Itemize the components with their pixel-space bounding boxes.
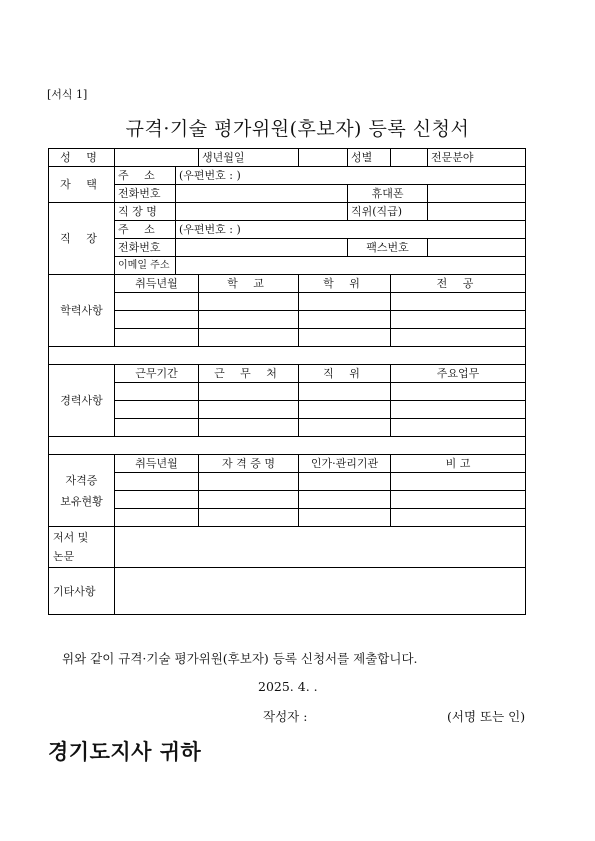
mobile-field[interactable] [428,185,526,203]
certificate-header-date: 취득년월 [115,455,199,473]
education-header-school: 학 교 [199,275,299,293]
career-header-workplace: 근 무 처 [199,365,299,383]
certificate-row [49,509,526,527]
career-row [49,383,526,401]
submission-date: 2025. 4. . [258,679,318,694]
education-row [49,329,526,347]
career-cell[interactable] [299,383,391,401]
career-cell[interactable] [299,419,391,437]
home-address-row [49,167,526,185]
career-cell[interactable] [199,401,299,419]
certificate-cell[interactable] [299,491,391,509]
education-cell[interactable] [391,311,526,329]
career-header-period: 근무기간 [115,365,199,383]
certificate-row [49,491,526,509]
certificate-header-row [49,455,526,473]
home-address-field[interactable] [176,167,526,185]
recipient-title: 경기도지사 귀하 [48,740,202,764]
work-address-row [49,221,526,239]
certificate-header-remarks: 비 고 [391,455,526,473]
education-cell[interactable] [115,293,199,311]
education-cell[interactable] [115,329,199,347]
job-position-field[interactable] [428,203,526,221]
gender-field[interactable] [391,149,428,167]
spacer-cell [49,437,526,455]
education-cell[interactable] [299,293,391,311]
career-cell[interactable] [299,401,391,419]
certificate-cell[interactable] [199,509,299,527]
certificate-cell[interactable] [199,473,299,491]
application-form-table [48,148,526,615]
education-cell[interactable] [199,311,299,329]
work-phone-row [49,239,526,257]
education-cell[interactable] [115,311,199,329]
certificate-cell[interactable] [391,473,526,491]
specialty-label: 전문분야 [431,151,474,164]
publications-field[interactable] [115,527,526,568]
work-phone-field[interactable] [176,239,348,257]
education-cell[interactable] [391,293,526,311]
email-label: 이메일 주소 [115,257,176,275]
work-company-row [49,203,526,221]
writer-label: 작성자 : [263,709,308,724]
publications-label [49,527,115,568]
certificate-label-line2: 보유현황 [60,494,103,508]
work-address-field[interactable] [176,221,526,239]
certificate-row [49,473,526,491]
certificate-cell[interactable] [299,473,391,491]
career-cell[interactable] [199,419,299,437]
birth-date-field[interactable] [299,149,348,167]
career-row [49,401,526,419]
certificate-cell[interactable] [115,491,199,509]
education-row [49,311,526,329]
publications-label-line1: 저서 및 [53,531,89,544]
career-cell[interactable] [391,401,526,419]
education-section-label: 학력사항 [49,275,115,347]
work-email-row [49,257,526,275]
home-phone-label: 전화번호 [115,185,176,203]
email-field[interactable] [176,257,526,275]
gender-label: 성별 [348,149,391,167]
certificate-section-label [49,455,115,527]
education-cell[interactable] [391,329,526,347]
work-postal-code: (우편번호 : ) [179,223,241,236]
home-phone-row [49,185,526,203]
declaration-text: 위와 같이 규격·기술 평가위원(후보자) 등록 신청서를 제출합니다. [62,651,418,666]
education-header-degree: 학 위 [299,275,391,293]
name-field[interactable] [115,149,199,167]
signature-label: (서명 또는 인) [447,709,526,724]
education-cell[interactable] [199,329,299,347]
work-phone-label: 전화번호 [115,239,176,257]
spacer-row [49,347,526,365]
career-cell[interactable] [391,383,526,401]
certificate-header-authority: 인가·관리기관 [299,455,391,473]
education-cell[interactable] [299,311,391,329]
spacer-row [49,437,526,455]
fax-field[interactable] [428,239,526,257]
home-phone-field[interactable] [176,185,348,203]
company-name-label: 직 장 명 [115,203,176,221]
home-section-label: 자 택 [49,167,115,203]
publications-row [49,527,526,568]
certificate-label-line1: 자격증 [65,473,98,487]
education-header-row [49,275,526,293]
certificate-cell[interactable] [115,473,199,491]
form-number-label: [서식 1] [47,88,88,101]
other-row [49,568,526,615]
home-postal-code: (우편번호 : ) [179,169,241,182]
education-header-major: 전 공 [391,275,526,293]
name-row [49,149,526,167]
education-cell[interactable] [299,329,391,347]
other-label: 기타사항 [49,568,115,615]
fax-label: 팩스번호 [348,239,428,257]
name-label: 성 명 [49,149,115,167]
certificate-cell[interactable] [199,491,299,509]
career-cell[interactable] [115,401,199,419]
job-position-label: 직위(직급) [348,203,428,221]
career-row [49,419,526,437]
spacer-cell [49,347,526,365]
company-name-field[interactable] [176,203,348,221]
document-title: 규격·기술 평가위원(후보자) 등록 신청서 [125,118,470,140]
work-section-label: 직 장 [49,203,115,275]
career-header-row [49,365,526,383]
education-row [49,293,526,311]
education-header-date: 취득년월 [115,275,199,293]
career-header-position: 직 위 [299,365,391,383]
career-section-label: 경력사항 [49,365,115,437]
birth-date-label: 생년월일 [199,149,299,167]
mobile-label: 휴대폰 [348,185,428,203]
career-cell[interactable] [115,419,199,437]
certificate-cell[interactable] [299,509,391,527]
certificate-cell[interactable] [391,509,526,527]
career-header-duties: 주요업무 [391,365,526,383]
field-section[interactable] [428,149,526,167]
certificate-cell[interactable] [391,491,526,509]
publications-label-line2: 논문 [53,550,75,563]
career-cell[interactable] [391,419,526,437]
work-address-label: 주 소 [115,221,176,239]
certificate-cell[interactable] [115,509,199,527]
certificate-header-name: 자 격 증 명 [199,455,299,473]
home-address-label: 주 소 [115,167,176,185]
other-field[interactable] [115,568,526,615]
career-cell[interactable] [199,383,299,401]
education-cell[interactable] [199,293,299,311]
career-cell[interactable] [115,383,199,401]
